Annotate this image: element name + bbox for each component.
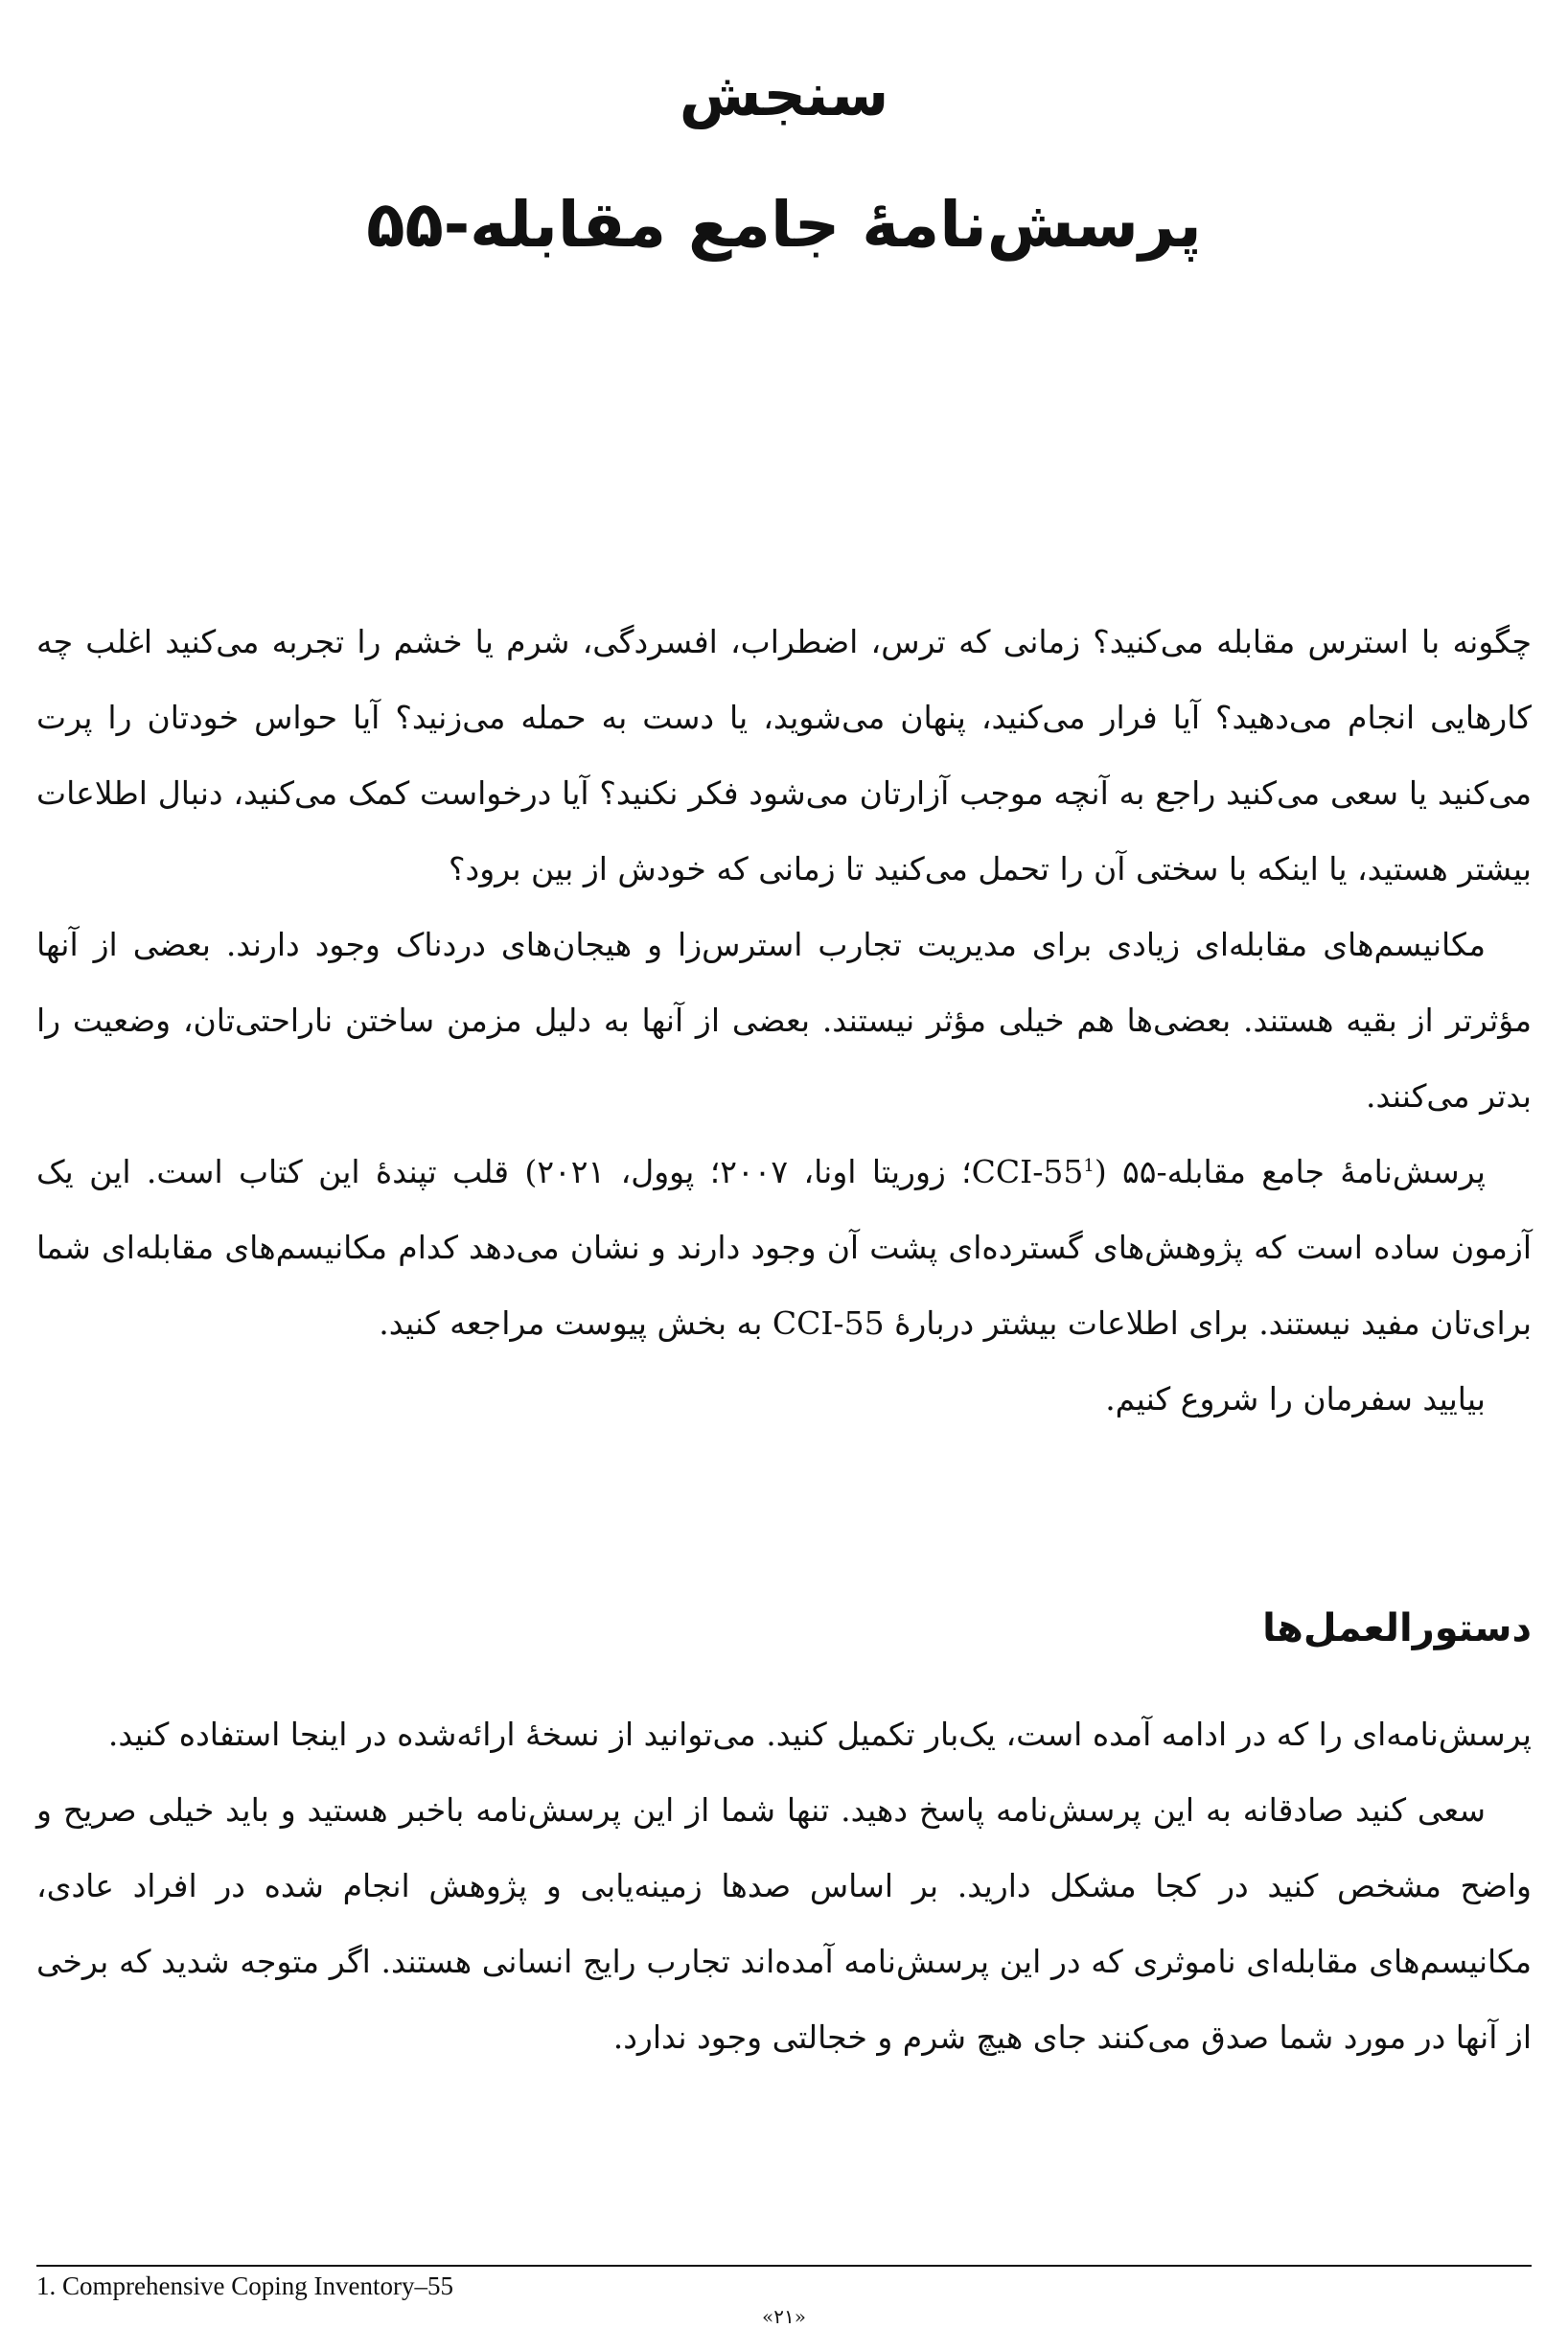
- page-subtitle: پرسش‌نامهٔ جامع مقابله-۵۵: [366, 188, 1202, 262]
- intro-section: [36, 604, 1532, 1437]
- intro-paragraph-3-start: پرسش‌نامهٔ جامع مقابله-۵۵ (CCI-55: [971, 1153, 1486, 1190]
- footnote: 1. Comprehensive Coping Inventory–55: [36, 2271, 453, 2300]
- section-heading: دستورالعمل‌ها: [1262, 1606, 1532, 1650]
- page-title: سنجش: [679, 59, 889, 129]
- intro-paragraph-3-end: ؛ زوریتا اونا، ۲۰۰۷؛ پوول، ۲۰۲۱) قلب تپندهٔ این کتاب است. این یک آزمون ساده است که پژوهش‌های گسترده‌ای پشت آن وجود دارند و نشان می‌دهد کدام مکانیسم‌های مقابله‌ای شما برای‌تان مفید نیستند. برای اطلاعات بیشتر دربارهٔ CCI-55 به بخش پیوست مراجعه کنید.: [36, 1153, 1532, 1342]
- instructions-paragraph-2: سعی کنید صادقانه به این پرسش‌نامه پاسخ دهید. تنها شما از این پرسش‌نامه باخبر هستید و باید خیلی صریح و واضح مشخص کنید در کجا مشکل دارید. بر اساس صدها زمینه‌یابی و پژوهش انجام شده در افراد عادی، مکانیسم‌های مقابله‌ای ناموثری که در این پرسش‌نامه آمده‌اند تجارب رایج انسانی هستند. اگر متوجه شدید که برخی از آنها در مورد شما صدق می‌کنند جای هیچ شرم و خجالتی وجود ندارد.: [36, 1791, 1532, 2056]
- intro-paragraph-4: بیایید سفرمان را شروع کنیم.: [1105, 1380, 1486, 1418]
- footnote-marker: 1: [1083, 1156, 1095, 1176]
- footnote-divider: [36, 2265, 1532, 2267]
- instructions-section: [36, 1696, 1532, 2075]
- intro-paragraph-1: چگونه با استرس مقابله می‌کنید؟ زمانی که ترس، اضطراب، افسردگی، شرم یا خشم را تجربه می‌کنید اغلب چه کارهایی انجام می‌دهید؟ آیا فرار می‌کنید، پنهان می‌شوید، یا دست به حمله می‌زنید؟ آیا حواس خودتان را پرت می‌کنید یا سعی می‌کنید راجع به آنچه موجب آزارتان می‌شود فکر نکنید؟ آیا درخواست کمک می‌کنید، دنبال اطلاعات بیشتر هستید، یا اینکه با سختی آن را تحمل می‌کنید تا زمانی که خودش از بین برود؟: [36, 623, 1532, 888]
- page-number: «۲۱»: [762, 2305, 806, 2328]
- intro-paragraph-3: [36, 1134, 1532, 1361]
- intro-paragraph-2: مکانیسم‌های مقابله‌ای زیادی برای مدیریت تجارب استرس‌زا و هیجان‌های دردناک وجود دارند. بعضی از آنها مؤثرتر از بقیه هستند. بعضی‌ها هم خیلی مؤثر نیستند. بعضی از آنها به دلیل مزمن ساختن ناراحتی‌تان، وضعیت را بدتر می‌کنند.: [36, 926, 1532, 1115]
- instructions-paragraph-1: پرسش‌نامه‌ای را که در ادامه آمده است، یک‌بار تکمیل کنید. می‌توانید از نسخهٔ ارائه‌شده در اینجا استفاده کنید.: [107, 1716, 1532, 1753]
